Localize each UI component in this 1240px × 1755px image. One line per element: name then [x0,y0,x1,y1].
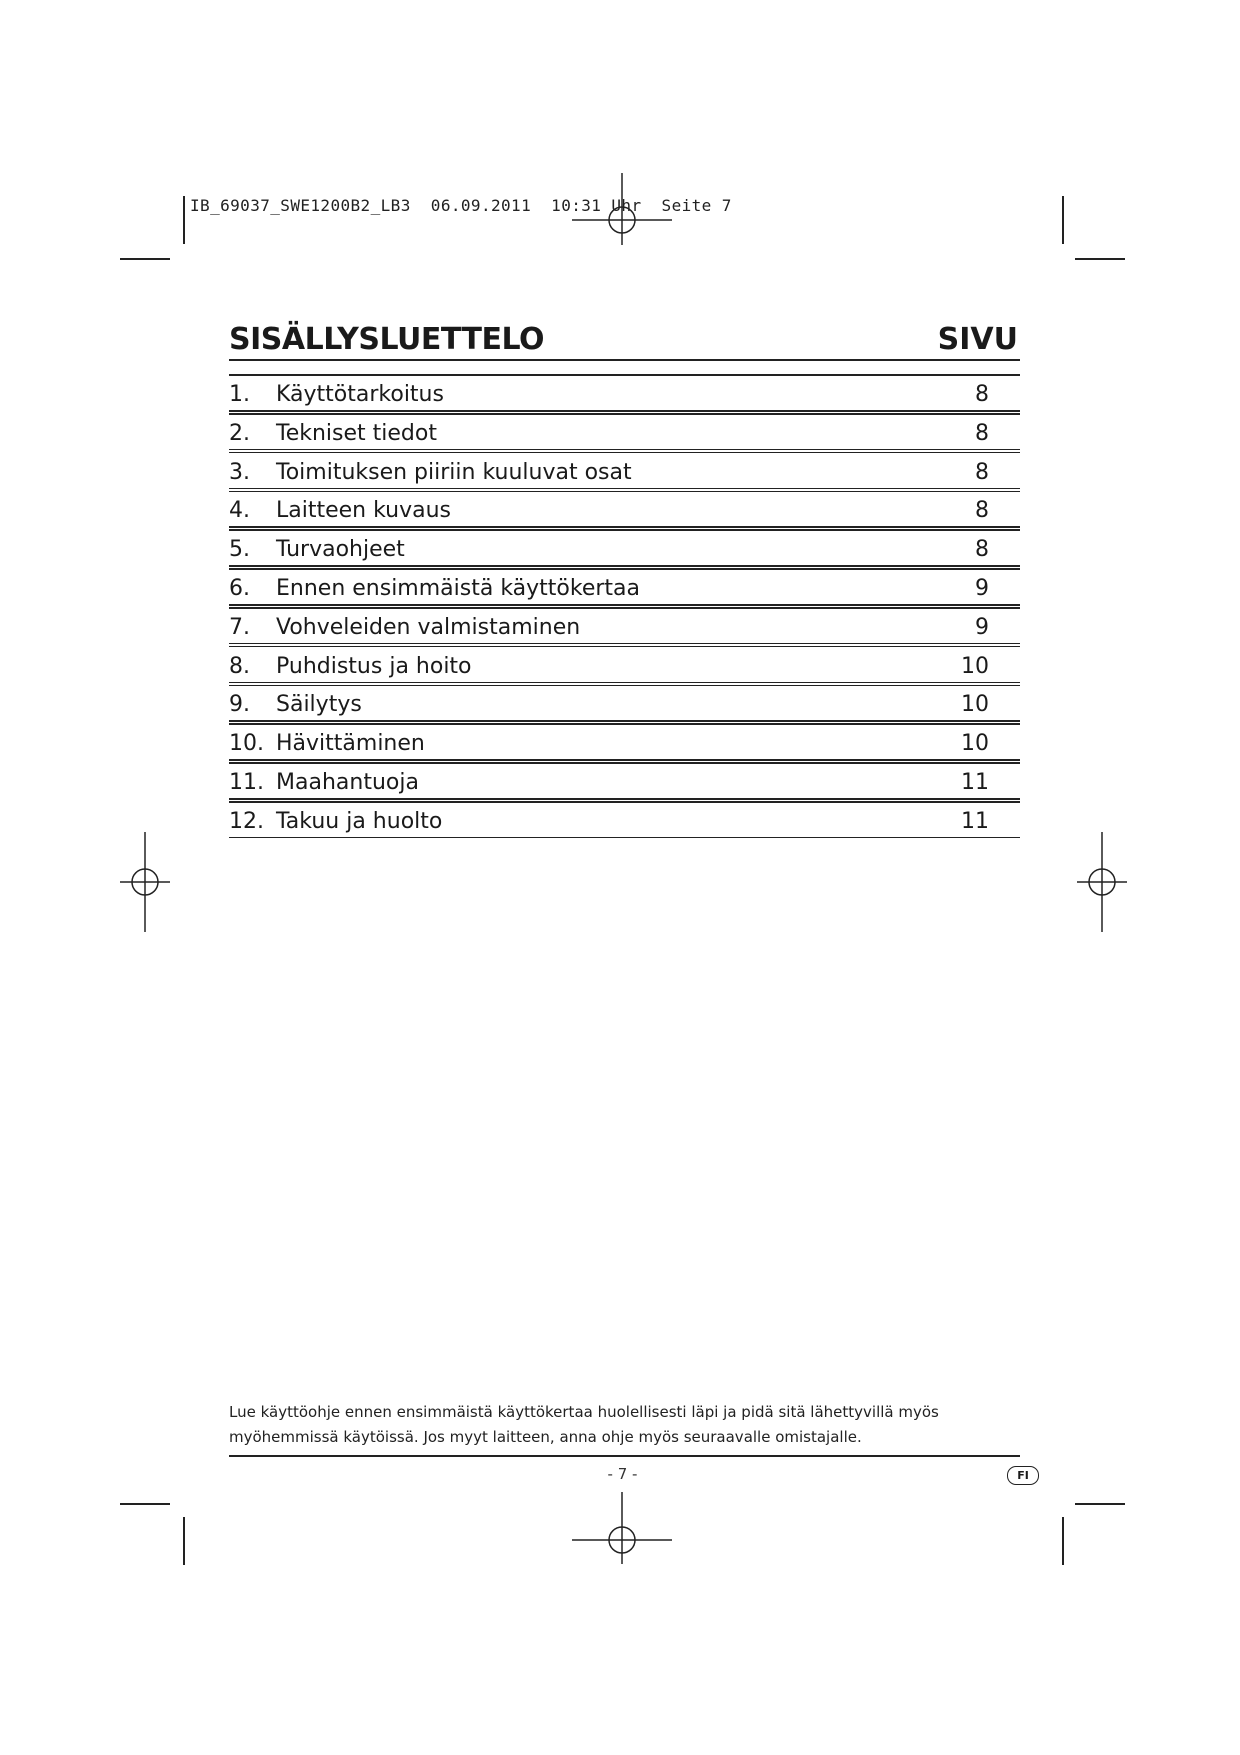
toc-row-rule [229,759,1020,761]
toc-row-rule [229,565,1020,567]
toc-item-label: Säilytys [276,692,362,718]
toc-row-rule [229,488,1020,490]
toc-item [229,724,1020,762]
toc-item-label: Maahantuoja [276,770,419,795]
toc-header [229,322,1020,362]
toc-item-page: 8 [975,498,989,524]
toc-item [229,375,1020,413]
toc-title: SISÄLLYSLUETTELO [229,322,545,357]
toc-row-rule [229,526,1020,528]
toc-item [229,414,1020,452]
toc-item-page: 9 [975,576,989,601]
toc-item-page: 10 [961,653,989,679]
toc-item [229,453,1020,491]
toc-item [229,530,1020,568]
toc-page-header: SIVU [937,322,1018,357]
toc-item [229,569,1020,607]
registration-mark-top [572,173,672,273]
toc-item-label: Tekniset tiedot [276,420,437,446]
language-badge: FI [1007,1466,1039,1485]
toc-item-page: 8 [975,382,989,407]
toc-item-label: Laitteen kuvaus [276,498,452,524]
toc-top-rule [229,359,1020,361]
page-number: - 7 - [607,1465,638,1483]
toc-item-label: Toimituksen piiriin kuuluvat osat [276,459,632,485]
toc-item-label: Vohveleiden valmistaminen [276,614,581,640]
toc-row-rule [229,410,1020,412]
toc-item-number: 3. [229,459,250,485]
toc-item-number: 1. [229,382,250,407]
registration-mark-right [1052,832,1152,932]
toc-item [229,802,1020,840]
toc-item-page: 8 [975,420,989,446]
toc-item-page: 11 [961,808,989,834]
toc-row-rule [229,682,1020,684]
toc-item-number: 2. [229,420,250,446]
printer-slug: IB_69037_SWE1200B2_LB3 06.09.2011 10:31 Uhr Seite 7 [190,196,732,215]
toc-item-label: Ennen ensimmäistä käyttökertaa [276,576,641,601]
toc-item-number: 6. [229,576,250,601]
toc-item-label: Hävittäminen [276,731,425,757]
registration-mark-left [95,832,195,932]
toc-row-rule [229,720,1020,722]
toc-row-rule [229,643,1020,645]
toc-item-label: Käyttötarkoitus [276,382,444,407]
toc-item-number: 10. [229,731,264,757]
toc-item-page: 8 [975,459,989,485]
toc-row-rule [229,604,1020,606]
toc-item [229,685,1020,723]
toc-row-rule [229,449,1020,451]
toc-row-rule [229,837,1020,839]
toc-item [229,608,1020,646]
toc-item-page: 11 [961,770,989,795]
toc-item-number: 9. [229,692,250,718]
toc-item-page: 10 [961,692,989,718]
toc-item-number: 11. [229,770,264,795]
toc-item-page: 9 [975,614,989,640]
toc-item-number: 7. [229,614,250,640]
toc-item-page: 10 [961,731,989,757]
toc-item-number: 4. [229,498,250,524]
toc-item-number: 12. [229,808,264,834]
toc-item [229,763,1020,801]
toc-row-rule [229,798,1020,800]
toc-item [229,491,1020,529]
footer-note: Lue käyttöohje ennen ensimmäistä käyttökertaa huolellisesti läpi ja pidä sitä lähettyvillä myös myöhemmissä käytöissä. Jos myyt laitteen, anna ohje myös seuraavalle omistajalle. [229,1403,939,1446]
toc-item-label: Takuu ja huolto [276,808,443,834]
toc-item [229,647,1020,685]
toc-item-number: 5. [229,537,250,563]
footer-rule [229,1455,1020,1457]
toc-item-label: Turvaohjeet [276,537,405,563]
toc-item-page: 8 [975,537,989,563]
toc-item-number: 8. [229,653,250,679]
registration-mark-bottom [572,1492,672,1592]
toc-item-label: Puhdistus ja hoito [276,653,472,679]
